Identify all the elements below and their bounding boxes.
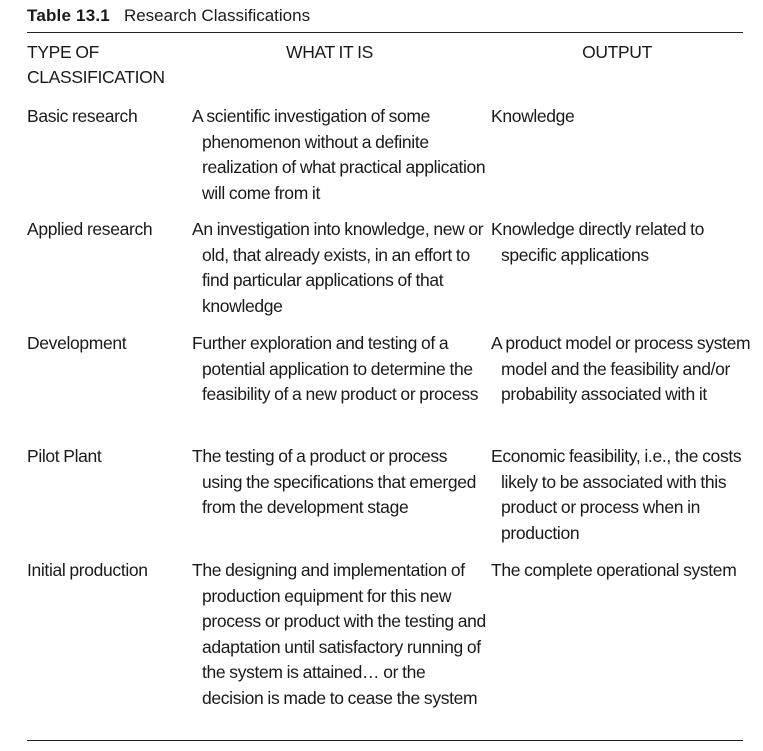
row-2-type: Applied research (27, 219, 153, 239)
header-type-of-classification: TYPE OF CLASSIFICATION (27, 42, 165, 87)
row-1-what: A scientific investigation of some phenomenon without a definite realization of what practical application will come from it (192, 106, 486, 203)
row-2-output: Knowledge directly related to specific applications (491, 219, 705, 265)
row-2-what: An investigation into knowledge, new or old, that already exists, in an effort to find particular applications of that knowledge (192, 219, 484, 316)
row-4-output: Economic feasibility, i.e., the costs likely to be associated with this product or process when in production (491, 446, 742, 543)
row-3-what: Further exploration and testing of a potential application to determine the feasibility of a new product or process (192, 333, 479, 404)
row-5-output: The complete operational system (491, 560, 737, 580)
row-1-type: Basic research (27, 106, 138, 126)
table-caption (27, 4, 310, 27)
row-4-what: The testing of a product or process using the specifications that emerged from the development stage (192, 446, 476, 517)
header-what-it-is: WHAT IT IS (286, 42, 373, 62)
table-title: Research Classifications (123, 6, 311, 25)
row-5-what: The designing and implementation of production equipment for this new process or product with the testing and adaptation until satisfactory running of the system is attained… or the decision is made to cease the system (192, 560, 486, 708)
row-3-type: Development (27, 333, 127, 353)
table-number: Table 13.1 (27, 6, 110, 25)
row-4-type: Pilot Plant (27, 446, 102, 466)
top-rule (27, 32, 743, 33)
row-5-type: Initial production (27, 560, 148, 580)
header-output: OUTPUT (582, 42, 652, 62)
row-1-output: Knowledge (491, 106, 575, 126)
bottom-rule (27, 740, 743, 741)
row-3-output: A product model or process system model and the feasibility and/or probability associated with it (491, 333, 751, 404)
